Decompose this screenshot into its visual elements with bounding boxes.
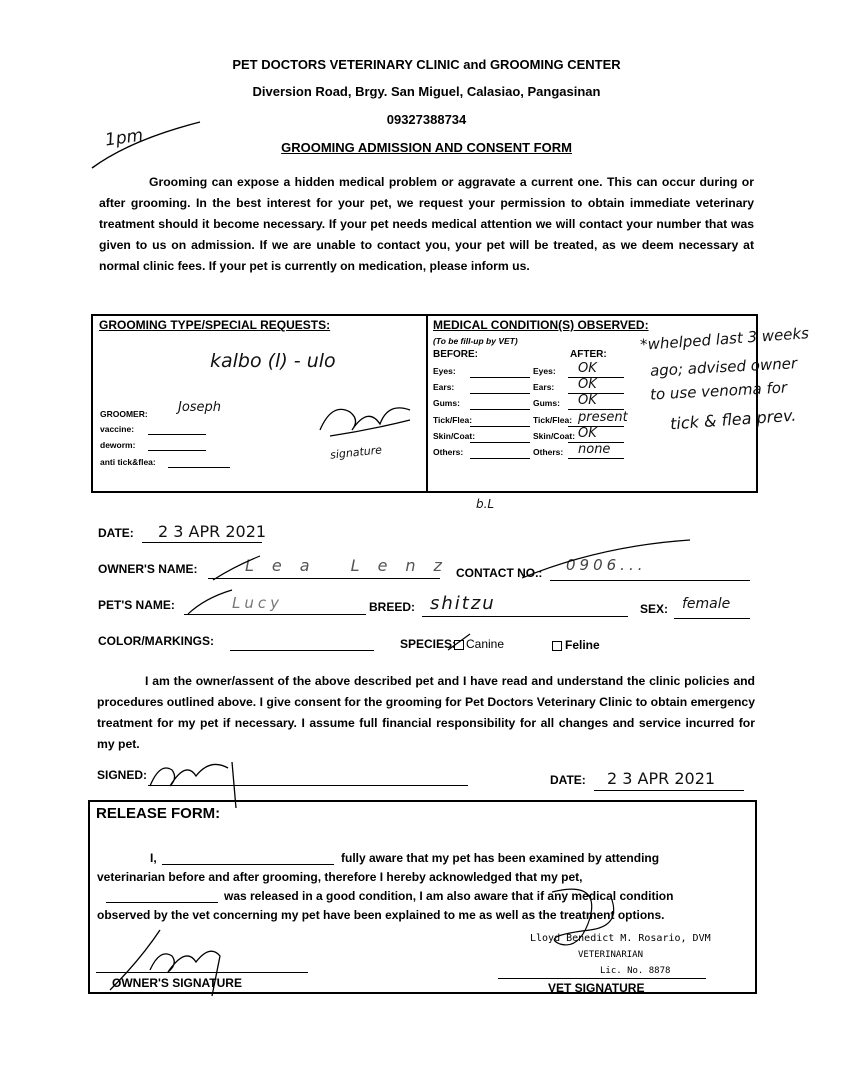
- medical-note-line3: to use venoma for: [649, 378, 788, 404]
- medical-after-label: Gums:: [533, 398, 560, 409]
- clinic-phone: 09327388734: [386, 112, 467, 127]
- medical-after-value: none: [578, 442, 611, 457]
- breed-value: shitzu: [430, 593, 496, 614]
- date-value: 2 3 APR 2021: [158, 522, 267, 541]
- date-label: DATE:: [98, 526, 134, 540]
- vet-stamp-lic: Lic. No. 8878: [600, 966, 671, 976]
- medical-box-title: MEDICAL CONDITION(S) OBSERVED:: [433, 318, 649, 332]
- species-feline-label: Feline: [565, 638, 600, 652]
- medical-after-value: OK: [578, 393, 597, 409]
- owner-signature-label: OWNER'S SIGNATURE: [112, 976, 242, 990]
- medical-before-label: Tick/Flea:: [433, 414, 473, 425]
- contact-label: CONTACT NO.:: [456, 566, 543, 580]
- medical-before-label: Gums:: [433, 398, 460, 409]
- medical-after-value: present: [578, 409, 628, 425]
- species-canine-label: Canine: [466, 637, 505, 651]
- signed-date-label: DATE:: [550, 773, 586, 787]
- medical-after-label: Others:: [533, 447, 564, 457]
- medical-after-label: Tick/Flea:: [533, 414, 573, 425]
- grooming-box-title: GROOMING TYPE/SPECIAL REQUESTS:: [99, 318, 331, 332]
- pet-name-value: Lucy: [232, 594, 283, 612]
- color-markings-label: COLOR/MARKINGS:: [98, 634, 214, 648]
- release-line4: observed by the vet concerning my pet have been explained to me as well as the treatment options.: [97, 908, 665, 922]
- vet-stamp-title: VETERINARIAN: [578, 950, 644, 960]
- groomer-label: GROOMER:: [100, 409, 148, 419]
- medical-before-label: Others:: [433, 447, 464, 457]
- medical-after-label: Skin/Coat:: [533, 430, 576, 441]
- owner-name-label: OWNER'S NAME:: [98, 562, 198, 576]
- intro-paragraph: Grooming can expose a hidden medical problem or aggravate a current one. This can occur during or after grooming. In the best interest for your pet, we request your permission to obtain immediate veterinary treatment should it become necessary. If your pet needs medical attention we will contact your number that was given to us on admission. If we are unable to contact you, your pet will be treated, as we deem necessary at normal clinic fees. If your pet is currently on medication, please inform us.: [99, 175, 754, 273]
- medical-after-value: OK: [578, 425, 597, 441]
- clinic-name: PET DOCTORS VETERINARY CLINIC and GROOMING CENTER: [232, 57, 621, 72]
- medical-note-line2: ago; advised owner: [649, 354, 798, 380]
- consent-paragraph: I am the owner/assent of the above described pet and I have read and understand the clinic policies and procedures outlined above. I give consent for the grooming for Pet Doctors Veterinary Clinic to obtain emergency treatment for my pet if necessary. I assume full financial responsibility for all changes and service incurred for my pet.: [97, 674, 755, 751]
- medical-note-line1: *whelped last 3 weeks: [639, 324, 810, 354]
- medical-before-label: Skin/Coat:: [433, 430, 476, 441]
- medical-before-label: Ears:: [433, 382, 455, 393]
- vet-stamp-name: Lloyd Benedict M. Rosario, DVM: [530, 933, 711, 944]
- breed-label: BREED:: [369, 600, 416, 614]
- medical-after-label: Eyes:: [533, 366, 556, 376]
- species-label: SPECIES:: [400, 637, 457, 651]
- sex-label: SEX:: [640, 602, 669, 616]
- signature-note: signature: [329, 443, 383, 462]
- release-line1-prefix: I,: [150, 851, 157, 865]
- contact-value: 0906...: [566, 556, 647, 574]
- deworm-label: deworm:: [100, 440, 136, 450]
- medical-after-value: OK: [578, 361, 597, 376]
- clinic-address: Diversion Road, Brgy. San Miguel, Calasiao, Pangasinan: [252, 84, 601, 99]
- vet-signature-label: VET SIGNATURE: [548, 981, 645, 995]
- owner-name-value: Lea Lenz: [245, 556, 460, 575]
- vaccine-label: vaccine:: [100, 424, 135, 434]
- initials: b.L: [476, 497, 495, 511]
- pet-name-label: PET'S NAME:: [98, 598, 175, 612]
- after-label: AFTER:: [570, 349, 607, 360]
- medical-after-value: OK: [578, 377, 597, 393]
- medical-subtitle: (To be fill-up by VET): [433, 336, 518, 346]
- release-line3-suffix: was released in a good condition, I am also aware that if any medical condition: [224, 889, 674, 903]
- medical-after-label: Ears:: [533, 382, 555, 393]
- form-title: GROOMING ADMISSION AND CONSENT FORM: [281, 140, 572, 155]
- release-line1-suffix: fully aware that my pet has been examined by attending: [341, 851, 660, 865]
- medical-note-line4: tick & flea prev.: [669, 405, 797, 434]
- before-label: BEFORE:: [433, 349, 478, 360]
- release-line2: veterinarian before and after grooming, therefore I hereby acknowledged that my pet,: [97, 870, 583, 884]
- sex-value: female: [682, 596, 731, 612]
- signed-date-value: 2 3 APR 2021: [607, 769, 716, 788]
- release-title: RELEASE FORM:: [96, 805, 221, 822]
- medical-before-label: Eyes:: [433, 366, 456, 376]
- groomer-value: Joseph: [178, 400, 222, 415]
- anti-tick-label: anti tick&flea:: [100, 457, 156, 467]
- margin-note: 1pm: [103, 125, 145, 151]
- grooming-request-handwritten: kalbo (l) - ulo: [210, 350, 336, 372]
- signed-label: SIGNED:: [97, 768, 148, 782]
